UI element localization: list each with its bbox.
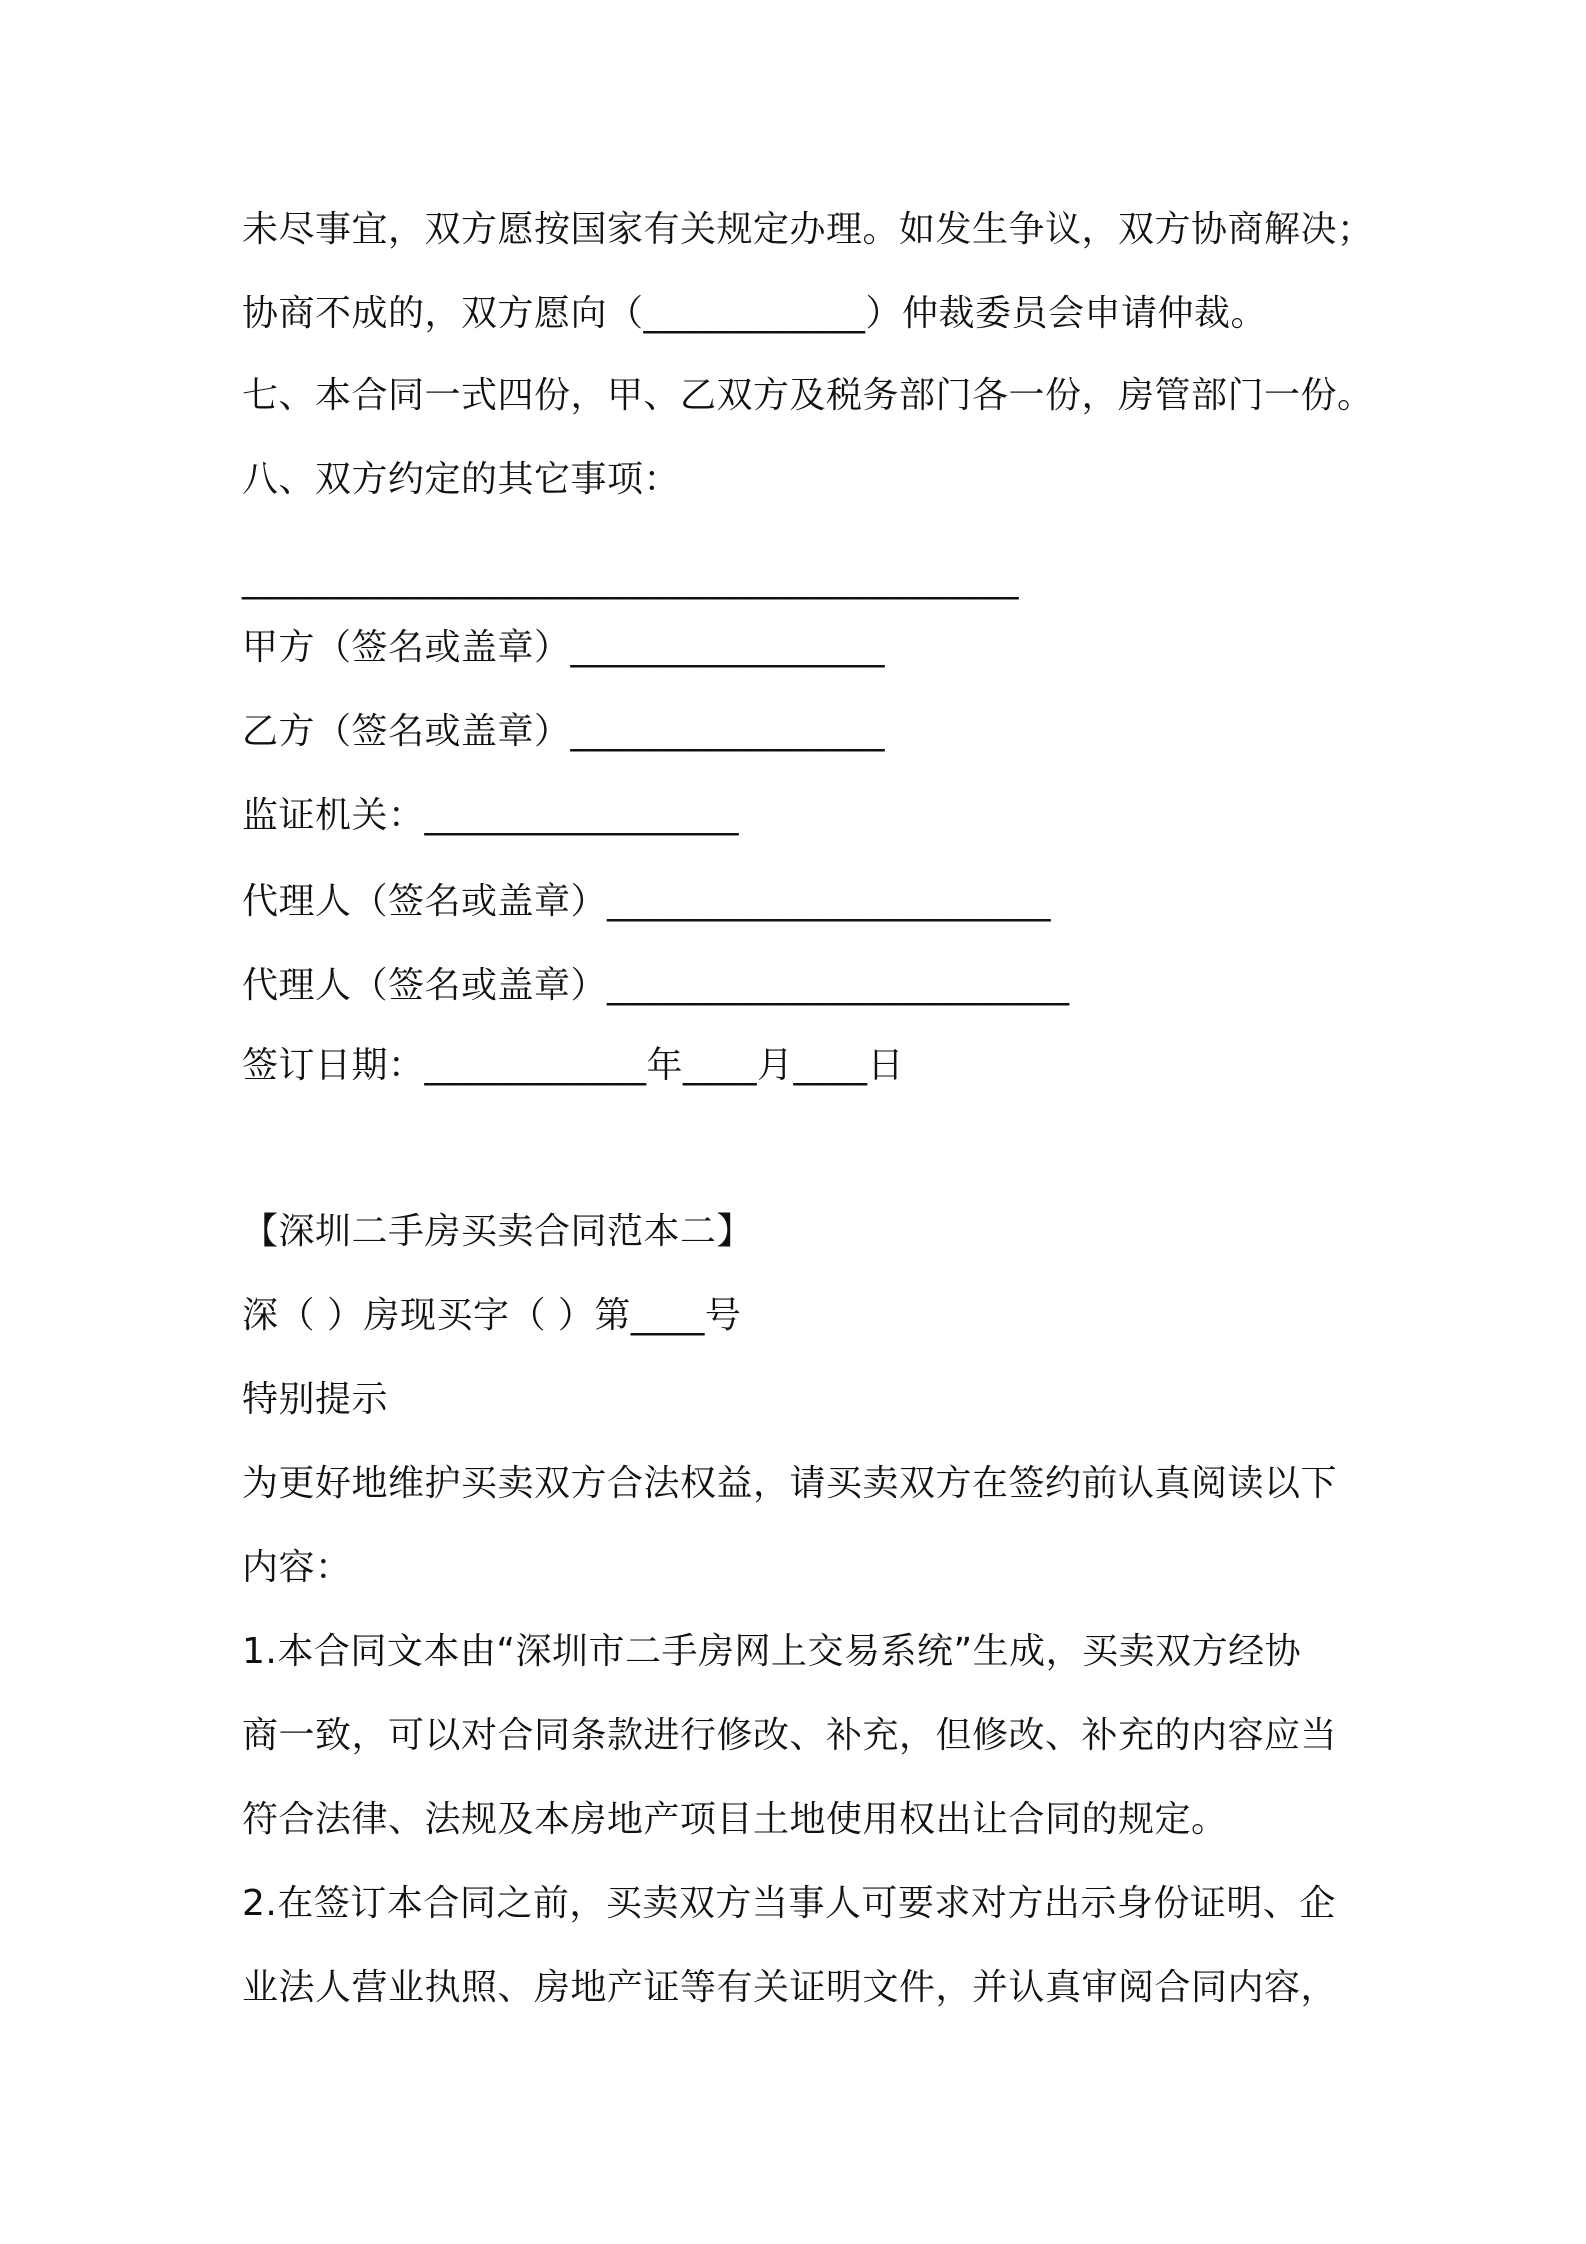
notice-item-two-line-2: 业法人营业执照、房地产证等有关证明文件，并认真审阅合同内容， (242, 1967, 1338, 2008)
notice-item-two-line-1: 2.在签订本合同之前，买卖双方当事人可要求对方出示身份证明、企 (242, 1883, 1336, 1924)
signature-line-supervising-authority: 监证机关：_________________ (242, 795, 740, 836)
notice-item-one-line-3: 符合法律、法规及本房地产项目土地使用权出让合同的规定。 (242, 1799, 1228, 1840)
text-line-unresolved-matters: 未尽事宜，双方愿按国家有关规定办理。如发生争议，双方协商解决； (242, 209, 1374, 250)
notice-item-one-line-2: 商一致，可以对合同条款进行修改、补充，但修改、补充的内容应当 (242, 1715, 1338, 1756)
signature-line-party-a: 甲方（签名或盖章）_________________ (242, 627, 886, 668)
notice-item-one-line-1: 1.本合同文本由“深圳市二手房网上交易系统”生成，买卖双方经协 (242, 1631, 1302, 1672)
signature-line-agent-2: 代理人（签名或盖章）_________________________ (242, 965, 1070, 1006)
blank-line-other-matters: __________________________________________ (242, 559, 1019, 600)
section-title-template-two: 【深圳二手房买卖合同范本二】 (242, 1211, 754, 1252)
notice-intro-line-1: 为更好地维护买卖双方合法权益，请买卖双方在签约前认真阅读以下 (242, 1463, 1338, 1504)
text-line-arbitration: 协商不成的，双方愿向（____________）仲裁委员会申请仲裁。 (242, 293, 1268, 334)
notice-intro-line-2: 内容： (242, 1547, 352, 1588)
text-line-clause-seven: 七、本合同一式四份，甲、乙双方及税务部门各一份，房管部门一份。 (242, 375, 1374, 416)
text-line-clause-eight: 八、双方约定的其它事项： (242, 459, 681, 500)
special-notice-heading: 特别提示 (242, 1379, 389, 1420)
signing-date-line: 签订日期：____________年____月____日 (242, 1045, 905, 1086)
signature-line-agent-1: 代理人（签名或盖章）________________________ (242, 881, 1052, 922)
signature-line-party-b: 乙方（签名或盖章）_________________ (242, 711, 886, 752)
contract-number-line: 深（ ）房现买字（ ）第____号 (242, 1295, 742, 1336)
